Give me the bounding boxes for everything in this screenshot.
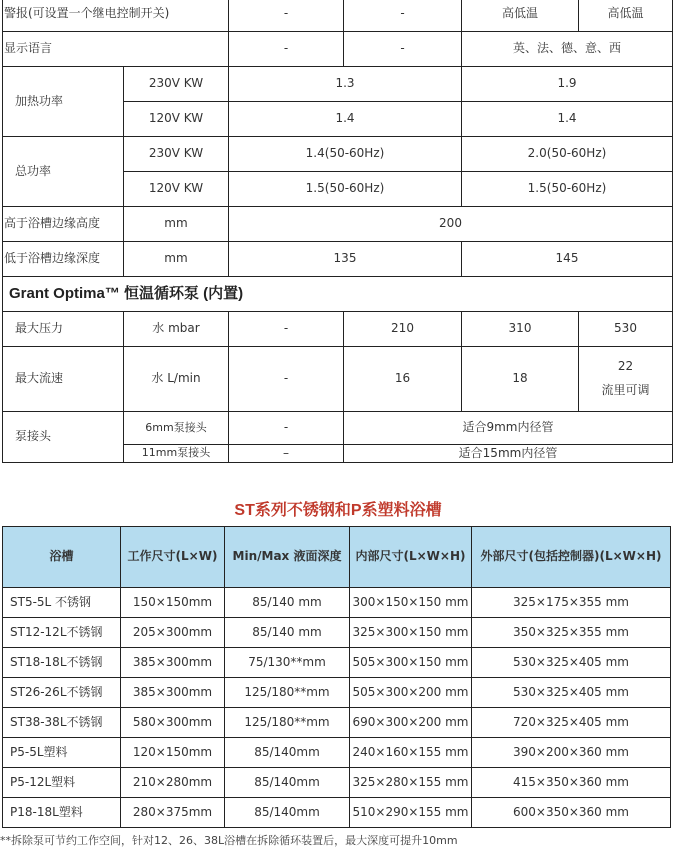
footnote: **拆除泵可节约工作空间，针对12、26、38L浴槽在拆除循环装置后，最大深度可提升10mm [0,834,458,847]
spec-row-language [3,32,673,67]
table-cell: 205×300mm [121,618,225,648]
unit-cell: 230V KW [124,67,229,102]
row-label: 最大压力 [3,312,124,347]
table-row [3,618,671,648]
section-heading: Grant Optima™ 恒温循环泵 (内置) [3,277,673,312]
row-label: 警报(可设置一个继电控制开关) [3,0,229,32]
table-cell: 210×280mm [121,768,225,798]
table-cell: 240×160×155 mm [350,738,472,768]
cell: 1.9 [462,67,673,102]
cell: 高低温 [462,0,579,32]
flow-note: 流里可调 [601,383,650,397]
table-cell: 385×300mm [121,678,225,708]
table-cell: 530×325×405 mm [472,648,671,678]
cell: 高低温 [579,0,673,32]
table-row [3,798,671,828]
tank-name: P5-12L塑料 [3,768,121,798]
title-suffix: 系塑料浴槽 [361,500,442,519]
spec-row-depth-below [3,242,673,277]
cell: 1.5(50-60Hz) [229,172,462,207]
spec-row-connector-6mm [3,412,673,445]
cell: - [229,412,344,445]
cell: 适合15mm内径管 [344,445,673,463]
column-header: 内部尺寸(L×W×H) [350,527,472,588]
column-header: Min/Max 液面深度 [225,527,350,588]
table-cell: 505×300×150 mm [350,648,472,678]
spec-row-max-flow [3,347,673,412]
spec-row-total-230 [3,137,673,172]
column-header: 外部尺寸(包括控制器)(L×W×H) [472,527,671,588]
title-p: P [350,502,362,519]
cell: - [229,312,344,347]
cell: 2.0(50-60Hz) [462,137,673,172]
tank-name: ST26-26L不锈钢 [3,678,121,708]
cell: 210 [344,312,462,347]
cell: 1.4 [462,102,673,137]
cell: 530 [579,312,673,347]
table-row [3,648,671,678]
table-row [3,708,671,738]
cell: - [229,347,344,412]
column-header: 浴槽 [3,527,121,588]
table-cell: 530×325×405 mm [472,678,671,708]
table-cell: 280×375mm [121,798,225,828]
table-cell: 325×300×150 mm [350,618,472,648]
tank-name: ST12-12L不锈钢 [3,618,121,648]
tanks-title [0,497,676,520]
table-cell: 510×290×155 mm [350,798,472,828]
unit-cell: 6mm泵接头 [124,412,229,445]
cell: 18 [462,347,579,412]
table-cell: 325×175×355 mm [472,588,671,618]
tanks-header-row [3,527,671,588]
table-cell: 300×150×150 mm [350,588,472,618]
cell: - [344,0,462,32]
unit-cell: 水 mbar [124,312,229,347]
table-cell: 350×325×355 mm [472,618,671,648]
table-cell: 390×200×360 mm [472,738,671,768]
table-cell: 415×350×360 mm [472,768,671,798]
table-cell: 85/140mm [225,798,350,828]
cell: 310 [462,312,579,347]
tank-name: P5-5L塑料 [3,738,121,768]
cell: 135 [229,242,462,277]
column-header: 工作尺寸(L×W) [121,527,225,588]
table-cell: 85/140mm [225,738,350,768]
cell: 英、法、德、意、西 [462,32,673,67]
row-label: 加热功率 [3,67,124,137]
row-label: 显示语言 [3,32,229,67]
unit-cell: 120V KW [124,172,229,207]
tank-name: ST18-18L不锈钢 [3,648,121,678]
cell: - [344,32,462,67]
cell: 200 [229,207,673,242]
cell: 16 [344,347,462,412]
tank-name: P18-18L塑料 [3,798,121,828]
table-cell: 85/140mm [225,768,350,798]
table-cell: 720×325×405 mm [472,708,671,738]
table-cell: 385×300mm [121,648,225,678]
title-prefix: ST [234,502,255,519]
row-label: 最大流速 [3,347,124,412]
cell: 1.4(50-60Hz) [229,137,462,172]
cell: – [229,445,344,463]
tanks-table [2,526,671,828]
unit-cell: 水 L/min [124,347,229,412]
row-label: 总功率 [3,137,124,207]
cell: 1.4 [229,102,462,137]
row-label: 泵接头 [3,412,124,463]
table-row [3,738,671,768]
cell: - [229,32,344,67]
table-row [3,768,671,798]
table-cell: 125/180**mm [225,678,350,708]
spec-row-alarm [3,0,673,32]
table-cell: 150×150mm [121,588,225,618]
table-cell: 325×280×155 mm [350,768,472,798]
table-cell: 505×300×200 mm [350,678,472,708]
spec-row-pump-section [3,277,673,312]
spec-row-heating-230 [3,67,673,102]
table-cell: 85/140 mm [225,588,350,618]
cell: - [229,0,344,32]
unit-cell: 11mm泵接头 [124,445,229,463]
row-label: 低于浴槽边缘深度 [3,242,124,277]
row-label: 高于浴槽边缘高度 [3,207,124,242]
spec-table [2,0,673,463]
table-cell: 690×300×200 mm [350,708,472,738]
table-cell: 125/180**mm [225,708,350,738]
table-cell: 600×350×360 mm [472,798,671,828]
unit-cell: 120V KW [124,102,229,137]
cell [579,347,673,412]
title-mid: 系列不锈钢和 [254,500,351,519]
unit-cell: mm [124,242,229,277]
table-cell: 85/140 mm [225,618,350,648]
flow-value: 22 [617,359,634,374]
tank-name: ST5-5L 不锈钢 [3,588,121,618]
cell: 145 [462,242,673,277]
spec-row-max-pressure [3,312,673,347]
table-row [3,588,671,618]
unit-cell: mm [124,207,229,242]
spec-row-height-above [3,207,673,242]
table-row [3,678,671,708]
tank-name: ST38-38L不锈钢 [3,708,121,738]
cell: 1.5(50-60Hz) [462,172,673,207]
table-cell: 75/130**mm [225,648,350,678]
table-cell: 120×150mm [121,738,225,768]
cell: 适合9mm内径管 [344,412,673,445]
cell: 1.3 [229,67,462,102]
unit-cell: 230V KW [124,137,229,172]
table-cell: 580×300mm [121,708,225,738]
